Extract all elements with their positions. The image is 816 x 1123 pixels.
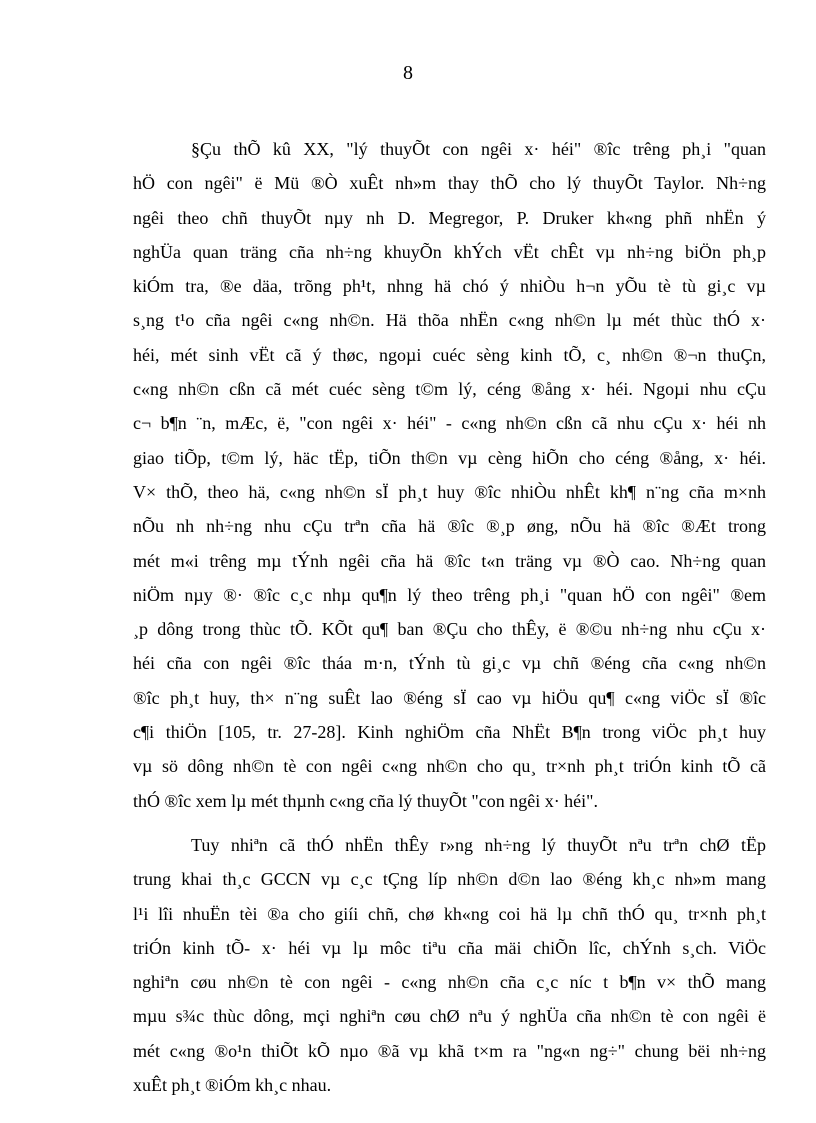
text-line: nghÜa quan träng cña nh÷ng khuyÕn khÝch vËt chÊt vµ nh÷ng biÖn ph¸p bbox=[133, 241, 766, 262]
text-line: c¬ b¶n ¨n, mÆc, ë, "con ngêi x· héi" - c«ng nh©n cßn cã nhu cÇu x· héi nh bbox=[133, 413, 766, 434]
body-text bbox=[133, 132, 766, 1102]
text-line: ®îc ph¸t huy, th× n¨ng suÊt lao ®éng sÏ cao vµ hiÖu qu¶ c«ng viÖc sÏ ®îc bbox=[133, 687, 766, 708]
text-line: c«ng nh©n cßn cã mét cuéc sèng t©m lý, céng ®ång x· héi. Ngoµi nhu cÇu bbox=[133, 379, 766, 400]
text-line: §Çu thÕ kû XX, "lý thuyÕt con ngêi x· héi" ®îc trêng ph¸i "quan bbox=[191, 139, 766, 159]
text-line: thÓ ®îc xem lµ mét thµnh c«ng cña lý thuyÕt "con ngêi x· héi". bbox=[133, 790, 599, 811]
text-line: kiÓm tra, ®e däa, trõng ph¹t, nhng hä chó ý nhiÒu h¬n yÕu tè tù gi¸c vµ bbox=[133, 276, 766, 297]
text-line: hÖ con ngêi" ë Mü ®Ò xuÊt nh»m thay thÕ cho lý thuyÕt Taylor. Nh÷ng bbox=[133, 173, 766, 194]
text-line: ngêi theo chñ thuyÕt nµy nh D. Megregor, P. Druker kh«ng phñ nhËn ý bbox=[133, 207, 766, 228]
page-number: 8 bbox=[403, 62, 413, 84]
text-line: triÓn kinh tÕ- x· héi vµ lµ môc tiªu cña mäi chiÕn lîc, chÝnh s¸ch. ViÖc bbox=[133, 937, 766, 958]
text-line: s¸ng t¹o cña ngêi c«ng nh©n. Hä thõa nhËn c«ng nh©n lµ mét thùc thÓ x· bbox=[133, 310, 766, 331]
paragraph-2 bbox=[133, 828, 766, 1102]
text-line: vµ sö dông nh©n tè con ngêi c«ng nh©n cho qu¸ tr×nh ph¸t triÓn kinh tÕ cã bbox=[133, 756, 766, 777]
text-line: V× thÕ, theo hä, c«ng nh©n sÏ ph¸t huy ®îc nhiÒu nhÊt kh¶ n¨ng cña m×nh bbox=[133, 481, 766, 502]
text-line: nghiªn cøu nh©n tè con ngêi - c«ng nh©n cña c¸c níc t b¶n v× thÕ mang bbox=[133, 972, 766, 993]
text-line: mµu s¾c thùc dông, mçi nghiªn cøu chØ nªu ý nghÜa cña nh©n tè con ngêi ë bbox=[133, 1006, 766, 1027]
paragraph-1 bbox=[133, 132, 766, 818]
text-line: giao tiÕp, t©m lý, häc tËp, tiÕn th©n vµ cèng hiÕn cho céng ®ång, x· héi. bbox=[133, 447, 766, 468]
text-line: niÖm nµy ®· ®îc c¸c nhµ qu¶n lý theo trêng ph¸i "quan hÖ con ngêi" ®em bbox=[133, 584, 766, 605]
text-line: ¸p dông trong thùc tÕ. KÕt qu¶ ban ®Çu cho thÊy, ë ®©u nh÷ng nhu cÇu x· bbox=[133, 619, 766, 640]
text-line: mét c«ng ®o¹n thiÕt kÕ nµo ®ã vµ khã t×m ra "ng«n ng÷" chung bëi nh÷ng bbox=[133, 1040, 766, 1061]
text-line: xuÊt ph¸t ®iÓm kh¸c nhau. bbox=[133, 1075, 332, 1096]
text-line: c¶i thiÖn [105, tr. 27-28]. Kinh nghiÖm cña NhËt B¶n trong viÖc ph¸t huy bbox=[133, 722, 766, 743]
text-line: mét m«i trêng mµ tÝnh ngêi cña hä ®îc t«n träng vµ ®Ò cao. Nh÷ng quan bbox=[133, 550, 766, 571]
text-line: trung khai th¸c GCCN vµ c¸c tÇng líp nh©n d©n lao ®éng kh¸c nh»m mang bbox=[133, 869, 766, 890]
text-line: héi, mét sinh vËt cã ý thøc, ngoµi cuéc sèng kinh tÕ, c¸ nh©n ®¬n thuÇn, bbox=[133, 344, 766, 365]
text-line: héi cña con ngêi ®îc tháa m·n, tÝnh tù gi¸c vµ chñ ®éng cña c«ng nh©n bbox=[133, 653, 766, 674]
text-line: Tuy nhiªn cã thÓ nhËn thÊy r»ng nh÷ng lý thuyÕt nªu trªn chØ tËp bbox=[191, 834, 766, 855]
text-line: nÕu nh nh÷ng nhu cÇu trªn cña hä ®îc ®¸p øng, nÕu hä ®îc ®Æt trong bbox=[133, 516, 766, 537]
text-line: l¹i lîi nhuËn tèi ®a cho giíi chñ, chø kh«ng coi hä lµ chñ thÓ qu¸ tr×nh ph¸t bbox=[133, 903, 766, 924]
